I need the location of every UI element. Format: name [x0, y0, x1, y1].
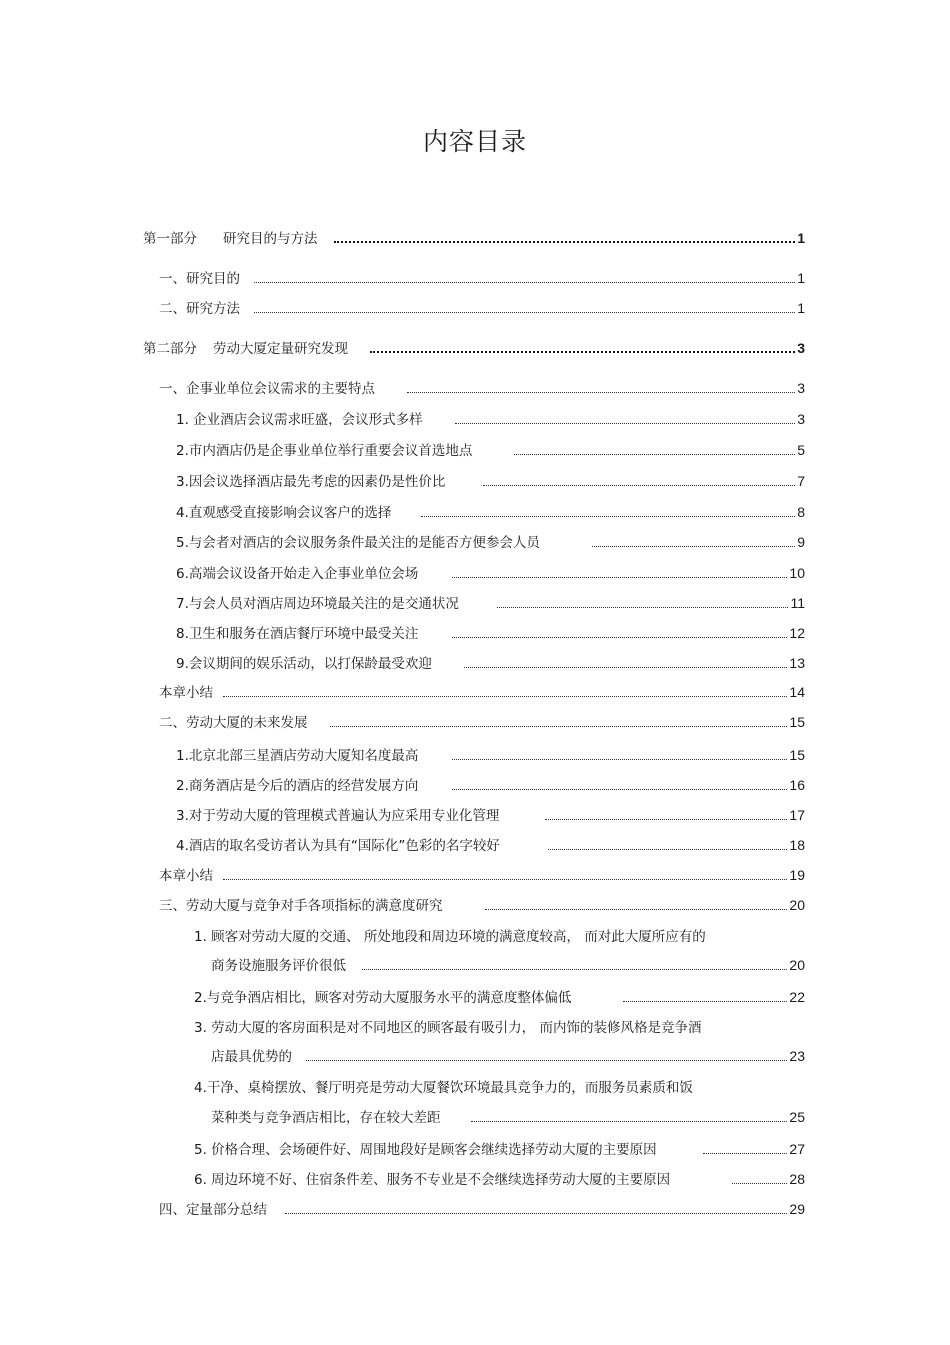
- toc-entry-label: 9.会议期间的娱乐活动，以打保龄最受欢迎: [176, 656, 432, 672]
- toc-entry-label: 店最具优势的: [211, 1049, 292, 1065]
- toc-page-number: 1: [797, 300, 805, 316]
- toc-page-number: 1: [797, 270, 805, 286]
- toc-leader-dots: [592, 545, 795, 547]
- toc-entry-label: 4.酒店的取名受访者认为具有“国际化”色彩的名字较好: [176, 838, 500, 854]
- toc-leader-dots: [623, 1000, 787, 1002]
- toc-entry-label: 8.卫生和服务在酒店餐厅环境中最受关注: [176, 626, 419, 642]
- toc-entry[interactable]: [211, 956, 805, 975]
- toc-page-number: 23: [789, 1048, 805, 1064]
- toc-entry[interactable]: [176, 624, 805, 643]
- toc-page-number: 20: [789, 957, 805, 973]
- toc-entry[interactable]: [176, 410, 805, 429]
- toc-page-number: 15: [789, 747, 805, 763]
- toc-leader-dots: [483, 484, 795, 486]
- toc-leader-dots: [514, 453, 795, 455]
- toc-entry-label: 劳动大厦定量研究发现: [213, 341, 348, 357]
- toc-page-number: 20: [789, 897, 805, 913]
- toc-entry-label: 本章小结: [159, 868, 213, 884]
- toc-leader-dots: [223, 878, 787, 880]
- toc-page-number: 14: [789, 684, 805, 700]
- toc-page-number: 16: [789, 777, 805, 793]
- toc-entry-label: 一、研究目的: [159, 271, 240, 287]
- toc-entry[interactable]: [176, 776, 805, 795]
- toc-leader-dots: [330, 725, 788, 727]
- toc-entry-label: 5. 价格合理、会场硬件好、周围地段好是顾客会继续选择劳动大厦的主要原因: [194, 1142, 657, 1158]
- toc-leader-dots: [548, 848, 788, 850]
- toc-leader-dots: [285, 1212, 787, 1214]
- toc-entry[interactable]: [176, 654, 805, 673]
- toc-page-number: 7: [797, 473, 805, 489]
- toc-leader-dots: [455, 422, 796, 424]
- toc-entry-label: 3.对于劳动大厦的管理模式普遍认为应采用专业化管理: [176, 808, 500, 824]
- toc-page-number: 9: [797, 534, 805, 550]
- toc-leader-dots: [362, 968, 787, 970]
- toc-page-number: 3: [797, 340, 805, 356]
- toc-entry-label: 2.市内酒店仍是企事业单位举行重要会议首选地点: [176, 443, 473, 459]
- toc-entry-line[interactable]: 3. 劳动大厦的客房面积是对不同地区的顾客最有吸引力， 而内饰的装修风格是竞争酒: [194, 1020, 702, 1036]
- toc-leader-dots: [254, 281, 795, 283]
- toc-leader-dots: [223, 695, 787, 697]
- toc-entry[interactable]: [159, 896, 805, 915]
- toc-entry-label: 本章小结: [159, 685, 213, 701]
- toc-page-number: 25: [789, 1109, 805, 1125]
- toc-entry-part-2[interactable]: [143, 339, 805, 358]
- toc-leader-dots: [370, 350, 795, 353]
- toc-entry[interactable]: [176, 836, 805, 855]
- toc-entry[interactable]: [176, 503, 805, 522]
- toc-leader-dots: [421, 515, 795, 517]
- toc-entry[interactable]: [176, 472, 805, 491]
- toc-entry-label: 第一部分: [143, 231, 197, 247]
- toc-page-number: 11: [790, 595, 805, 611]
- toc-entry-label: 四、定量部分总结: [159, 1202, 267, 1218]
- toc-entry-label: 6. 周边环境不好、住宿条件差、服务不专业是不会继续选择劳动大厦的主要原因: [194, 1172, 671, 1188]
- toc-page-number: 12: [789, 625, 805, 641]
- page-title: 内容目录: [422, 127, 527, 156]
- toc-page-number: 19: [789, 867, 805, 883]
- toc-entry[interactable]: [176, 594, 805, 613]
- toc-page-number: 10: [789, 565, 805, 581]
- toc-leader-dots: [306, 1059, 787, 1061]
- toc-entry-label: 1.北京北部三星酒店劳动大厦知名度最高: [176, 748, 419, 764]
- toc-entry-label: 4.直观感受直接影响会议客户的选择: [176, 505, 392, 521]
- toc-entry-label: 7.与会人员对酒店周边环境最关注的是交通状况: [176, 596, 459, 612]
- toc-leader-dots: [732, 1182, 787, 1184]
- toc-page-number: 22: [789, 989, 805, 1005]
- toc-entry-label: 1. 企业酒店会议需求旺盛，会议形式多样: [176, 412, 423, 428]
- toc-entry[interactable]: [176, 746, 805, 765]
- toc-entry[interactable]: [159, 683, 805, 702]
- toc-entry[interactable]: [176, 564, 805, 583]
- toc-leader-dots: [545, 818, 787, 820]
- toc-page-number: 29: [789, 1201, 805, 1217]
- toc-leader-dots: [334, 240, 796, 243]
- toc-leader-dots: [452, 636, 787, 638]
- toc-leader-dots: [471, 1120, 788, 1122]
- toc-entry-label: 一、企事业单位会议需求的主要特点: [159, 381, 375, 397]
- toc-page-number: 3: [797, 380, 805, 396]
- toc-entry[interactable]: [194, 1170, 805, 1189]
- toc-entry-part-1[interactable]: [143, 229, 805, 248]
- toc-page-number: 15: [789, 714, 805, 730]
- toc-leader-dots: [703, 1152, 788, 1154]
- toc-page-number: 17: [789, 807, 805, 823]
- toc-entry-label: 二、研究方法: [159, 301, 240, 317]
- toc-entry[interactable]: [159, 866, 805, 885]
- toc-entry-label: 二、劳动大厦的未来发展: [159, 715, 308, 731]
- toc-page-number: 13: [789, 655, 805, 671]
- toc-leader-dots: [407, 391, 795, 393]
- toc-entry-label: 6.高端会议设备开始走入企事业单位会场: [176, 566, 419, 582]
- toc-entry-line[interactable]: 4.干净、桌椅摆放、餐厅明亮是劳动大厦餐饮环境最具竞争力的，而服务员素质和饭: [194, 1080, 693, 1096]
- toc-leader-dots: [464, 666, 788, 668]
- toc-entry-label: 5.与会者对酒店的会议服务条件最关注的是能否方便参会人员: [176, 535, 540, 551]
- toc-leader-dots: [452, 576, 787, 578]
- toc-page-number: 5: [797, 442, 805, 458]
- toc-entry[interactable]: [159, 269, 805, 288]
- toc-entry[interactable]: [159, 299, 805, 318]
- toc-entry[interactable]: [159, 1200, 805, 1219]
- toc-entry-label: 第二部分: [143, 341, 197, 357]
- toc-entry-label: 2.与竞争酒店相比，顾客对劳动大厦服务水平的满意度整体偏低: [194, 990, 572, 1006]
- toc-entry-line[interactable]: 1. 顾客对劳动大厦的交通、 所处地段和周边环境的满意度较高， 而对此大厦所应有的: [194, 929, 706, 945]
- toc-leader-dots: [254, 311, 795, 313]
- toc-entry[interactable]: [159, 713, 805, 732]
- toc-entry-label: 三、劳动大厦与竞争对手各项指标的满意度研究: [159, 898, 443, 914]
- toc-entry[interactable]: [194, 988, 805, 1007]
- toc-leader-dots: [497, 606, 789, 608]
- toc-entry[interactable]: [211, 1108, 805, 1127]
- toc-entry[interactable]: [159, 379, 805, 398]
- toc-page-number: 1: [797, 230, 805, 246]
- toc-leader-dots: [485, 908, 788, 910]
- toc-page-number: 28: [789, 1171, 805, 1187]
- toc-page-number: 3: [797, 411, 805, 427]
- toc-entry[interactable]: [194, 1140, 805, 1159]
- toc-page-number: 18: [789, 837, 805, 853]
- toc-entry-label: 商务设施服务评价很低: [211, 958, 346, 974]
- toc-entry[interactable]: [176, 806, 805, 825]
- toc-leader-dots: [452, 758, 787, 760]
- toc-entry[interactable]: [211, 1047, 805, 1066]
- toc-entry-label: 3.因会议选择酒店最先考虑的因素仍是性价比: [176, 474, 446, 490]
- toc-leader-dots: [452, 788, 787, 790]
- toc-page-number: 27: [789, 1141, 805, 1157]
- toc-entry[interactable]: [176, 441, 805, 460]
- toc-entry-label: 2.商务酒店是今后的酒店的经营发展方向: [176, 778, 419, 794]
- toc-entry-label: 研究目的与方法: [223, 231, 318, 247]
- toc-page-number: 8: [797, 504, 805, 520]
- toc-entry[interactable]: [176, 533, 805, 552]
- toc-entry-label: 菜种类与竞争酒店相比，存在较大差距: [211, 1110, 441, 1126]
